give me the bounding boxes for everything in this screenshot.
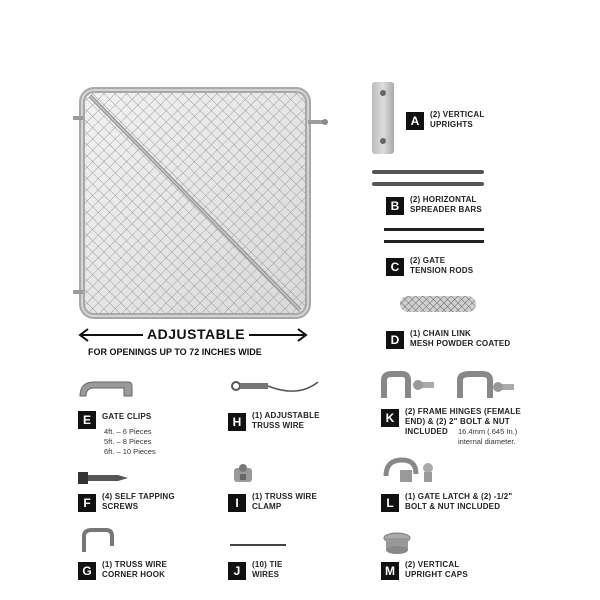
part-label-f: (4) SELF TAPPING SCREWS xyxy=(102,492,175,511)
frame-hinge-image xyxy=(378,370,528,404)
vertical-upright-image xyxy=(372,82,394,154)
part-label-k: (2) FRAME HINGES (FEMALE END) & (2) 2" BOLT & NUT INCLUDED xyxy=(405,407,521,436)
part-label-h: (1) ADJUSTABLE TRUSS WIRE xyxy=(252,411,320,430)
part-badge-k: K xyxy=(381,409,399,427)
corner-hook-image xyxy=(78,526,118,556)
hinge-diameter-note: 16.4mm (.645 In.) internal diameter. xyxy=(458,427,518,446)
self-tapping-screw-image xyxy=(78,470,128,486)
part-label-b: (2) HORIZONTAL SPREADER BARS xyxy=(410,195,482,214)
truss-wire-image xyxy=(228,378,324,400)
part-badge-f: F xyxy=(78,494,96,512)
part-label-g: (1) TRUSS WIRE CORNER HOOK xyxy=(102,560,168,579)
chain-link-roll-image xyxy=(398,292,478,316)
spreader-bar-image xyxy=(372,170,484,174)
adjustable-width-indicator xyxy=(78,325,308,345)
truss-wire-clamp-image xyxy=(230,462,256,486)
tension-rod-image-2 xyxy=(384,240,484,243)
part-label-l: (1) GATE LATCH & (2) -1/2" BOLT & NUT INCLUDED xyxy=(405,492,513,511)
tension-rod-image xyxy=(384,228,484,231)
part-badge-l: L xyxy=(381,494,399,512)
part-label-i: (1) TRUSS WIRE CLAMP xyxy=(252,492,318,511)
part-label-a: (2) VERTICAL UPRIGHTS xyxy=(430,110,485,129)
tie-wire-image xyxy=(230,544,286,546)
part-label-m: (2) VERTICAL UPRIGHT CAPS xyxy=(405,560,468,579)
gate-latch-image xyxy=(380,454,440,486)
adjustable-label: ADJUSTABLE xyxy=(143,326,249,342)
part-badge-i: I xyxy=(228,494,246,512)
part-badge-g: G xyxy=(78,562,96,580)
part-badge-j: J xyxy=(228,562,246,580)
part-label-j: (10) TIE WIRES xyxy=(252,560,283,579)
part-label-d: (1) CHAIN LINK MESH POWDER COATED xyxy=(410,329,511,348)
chain-link-gate-image xyxy=(70,82,330,327)
gate-clip-quantities: 4ft. – 6 Pieces 5ft. – 8 Pieces 6ft. – 10 Pieces xyxy=(104,427,156,456)
part-badge-m: M xyxy=(381,562,399,580)
part-label-c: (2) GATE TENSION RODS xyxy=(410,256,474,275)
openings-width-note: FOR OPENINGS UP TO 72 INCHES WIDE xyxy=(88,347,262,357)
gate-clip-image xyxy=(76,376,134,404)
upright-cap-image xyxy=(382,532,412,554)
part-badge-b: B xyxy=(386,197,404,215)
part-badge-e: E xyxy=(78,411,96,429)
part-badge-a: A xyxy=(406,112,424,130)
spreader-bar-image-2 xyxy=(372,182,484,186)
part-badge-c: C xyxy=(386,258,404,276)
part-label-e: GATE CLIPS xyxy=(102,412,152,421)
part-badge-h: H xyxy=(228,413,246,431)
part-badge-d: D xyxy=(386,331,404,349)
